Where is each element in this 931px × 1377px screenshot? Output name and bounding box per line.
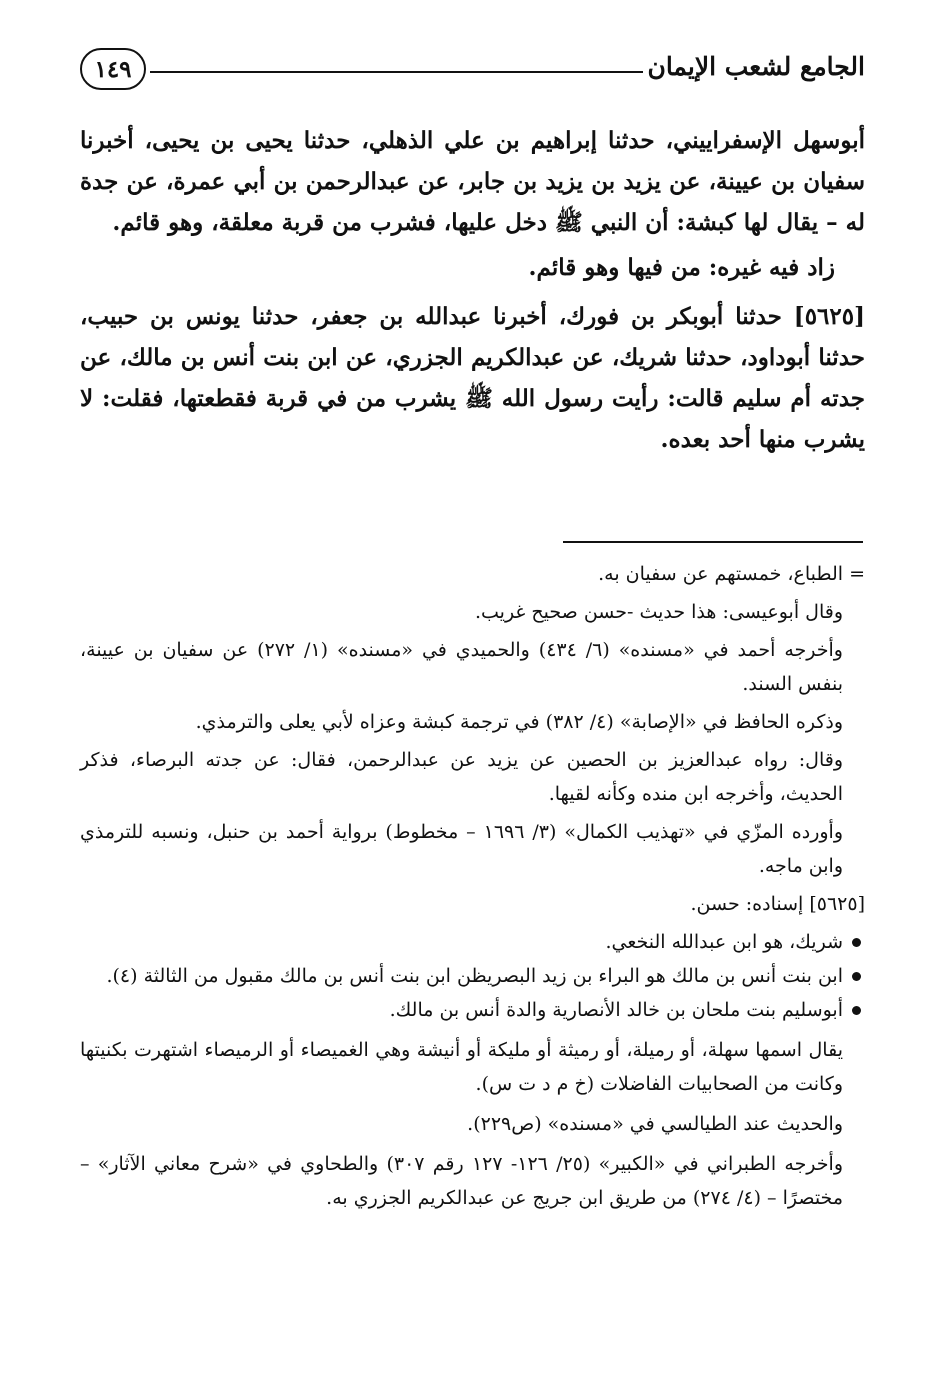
running-title: الجامع لشعب الإيمان <box>647 52 865 81</box>
footnote-line: وقال أبوعيسى: هذا حديث -حسن صحيح غريب. <box>474 601 843 623</box>
hadith-chain-paragraph: أبوسهل الإسفراييني، حدثنا إبراهيم بن علي الذهلي، حدثنا يحيى بن يحيى، أخبرنا سفيان بن عيينة، عن يزيد بن يزيد بن جابر، عن عبدالرحمن بن أبي عمرة، عن جدة له – يقال لها كبشة: أن النبي ﷺ دخل عليها، فشرب من قربة معلقة، وهو قائم. <box>80 127 865 236</box>
bullet-icon <box>852 1006 861 1015</box>
footnote-line: وأخرجه أحمد في «مسنده» (٦/ ٤٣٤) والحميدي في «مسنده» (١/ ٢٧٢) عن سفيان بن عيينة، بنفس السند. <box>80 639 843 695</box>
narrator-text: أبوسليم بنت ملحان بن خالد الأنصارية والدة أنس بن مالك. <box>389 999 843 1021</box>
header-rule <box>150 71 643 73</box>
footnote-line: وأورده المزّي في «تهذيب الكمال» (٣/ ١٦٩٦ – مخطوط) برواية أحمد بن حنبل، ونسبه للترمذي وابن ماجه. <box>80 821 843 877</box>
footnotes <box>80 557 865 1219</box>
bullet-icon <box>852 938 861 947</box>
footnote-separator <box>563 541 863 543</box>
narrator-text: شريك، هو ابن عبدالله النخعي. <box>605 931 843 953</box>
footnote-line: والحديث عند الطيالسي في «مسنده» (ص٢٢٩). <box>467 1113 843 1135</box>
footnote-isnad-grade: [٥٦٢٥] إسناده: حسن. <box>690 893 865 915</box>
page-header <box>80 42 865 102</box>
footnote-line: وقال: رواه عبدالعزيز بن الحصين عن يزيد عن عبدالرحمن، فقال: عن جدته البرصاء، فذكر الحديث، وأخرجه ابن منده وكأنه لقيها. <box>80 749 843 805</box>
page-number: ١٤٩ <box>80 48 146 90</box>
footnote-line: = الطباع، خمستهم عن سفيان به. <box>598 563 865 585</box>
bullet-icon <box>852 972 861 981</box>
narrator-item <box>80 925 865 959</box>
footnote-line: وأخرجه الطبراني في «الكبير» (٢٥/ ١٢٦- ١٢٧ رقم ٣٠٧) والطحاوي في «شرح معاني الآثار» – مختصرًا – (٤/ ٢٧٤) من طريق ابن جريج عن عبدالكريم الجزري به. <box>80 1153 843 1209</box>
footnote-line: وذكره الحافظ في «الإصابة» (٤/ ٣٨٢) في ترجمة كبشة وعزاه لأبي يعلى والترمذي. <box>195 711 843 733</box>
narrator-item <box>80 959 865 993</box>
addition-paragraph: زاد فيه غيره: من فيها وهو قائم. <box>528 254 835 281</box>
hadith-5625-paragraph: [٥٦٢٥] حدثنا أبوبكر بن فورك، أخبرنا عبدالله بن جعفر، حدثنا يونس بن حبيب، حدثنا أبوداود، حدثنا شريك، عن عبدالكريم الجزري، عن ابن بنت أنس بن مالك، عن جدته أم سليم قالت: رأيت رسول الله ﷺ يشرب من في قربة فقطعتها، فقلت: لا يشرب منها أحد بعده. <box>80 303 865 453</box>
narrator-item <box>80 993 865 1027</box>
narrator-list <box>80 925 865 1027</box>
narrator-text: ابن بنت أنس بن مالك هو البراء بن زيد البصريظن ابن بنت أنس بن مالك مقبول من الثالثة (٤). <box>106 965 843 987</box>
footnote-line: يقال اسمها سهلة، أو رميلة، أو رميثة أو مليكة أو أنيشة وهي الغميصاء أو الرميصاء اشتهرت بكنيتها وكانت من الصحابيات الفاضلات (خ م د ت س). <box>80 1039 843 1095</box>
main-text <box>80 120 865 460</box>
